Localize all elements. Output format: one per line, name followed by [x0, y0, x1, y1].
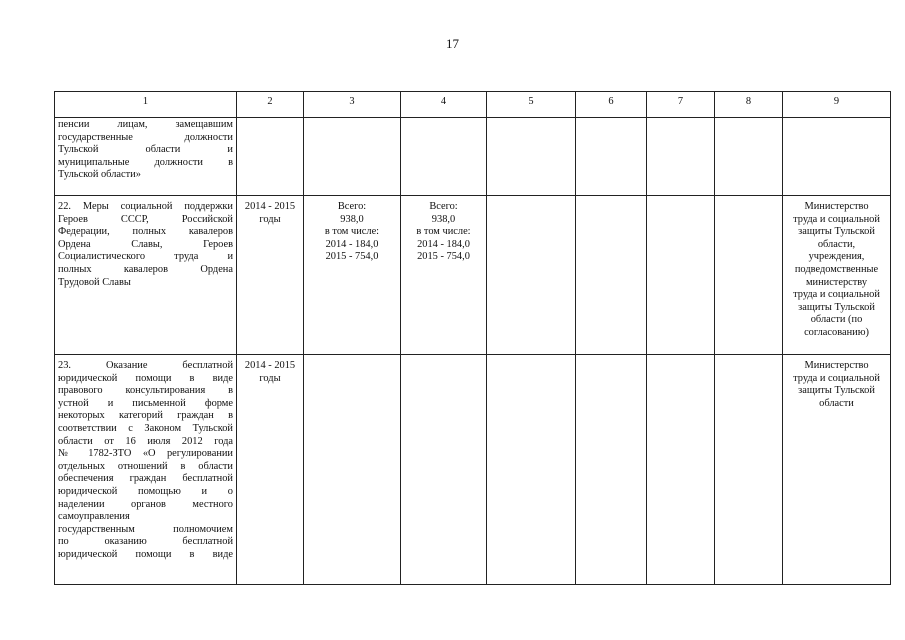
cell-line: в том числе: — [416, 226, 471, 238]
column-header: 7 — [647, 92, 715, 118]
cell-line: министерству — [805, 276, 868, 288]
cell-line: № 1782-ЗТО «О регулировании — [58, 448, 233, 460]
empty-cell — [647, 355, 715, 585]
cell-line: области от 16 июля 2012 года — [58, 435, 233, 447]
cell-line: Тульской области» — [58, 169, 141, 181]
empty-cell — [487, 196, 576, 355]
cell-line: 22. Меры социальной поддержки — [58, 201, 233, 212]
measure-description-cell — [55, 355, 237, 585]
funding-budget-cell — [401, 355, 487, 585]
page-number: 17 — [446, 36, 459, 51]
cell-line: пенсии лицам, замещавшим — [58, 119, 233, 130]
empty-cell — [576, 196, 647, 355]
cell-line: обеспечения граждан бесплатной — [58, 473, 233, 485]
cell-line: Социалистического труда и — [58, 251, 233, 263]
cell-line: Министерство — [804, 201, 869, 212]
empty-cell — [647, 196, 715, 355]
cell-line: области, — [817, 238, 856, 250]
cell-line: труда и социальной — [793, 372, 880, 384]
period-cell — [237, 355, 304, 585]
cell-line: учреждения, — [808, 251, 865, 263]
cell-line: Героев СССР, Российской — [58, 213, 233, 225]
cell-line: годы — [259, 372, 281, 384]
empty-cell — [576, 355, 647, 585]
period-cell — [237, 118, 304, 196]
column-header: 8 — [715, 92, 783, 118]
column-header: 5 — [487, 92, 576, 118]
cell-line: государственные должности — [58, 131, 233, 143]
cell-line: юридической помощи в виде — [58, 372, 233, 384]
cell-line: 938,0 — [431, 213, 456, 225]
table-row — [55, 118, 891, 196]
cell-line: защиты Тульской — [798, 385, 875, 397]
cell-line: защиты Тульской — [798, 226, 875, 238]
column-header: 4 — [401, 92, 487, 118]
responsible-cell — [783, 355, 891, 585]
funding-total-cell — [304, 355, 401, 585]
responsible-cell — [783, 196, 891, 355]
cell-line: юридической помощи в виде — [58, 548, 233, 560]
cell-line: Федерации, полных кавалеров — [58, 226, 233, 238]
empty-cell — [715, 118, 783, 196]
cell-line: Всего: — [337, 201, 367, 212]
cell-line: 2015 - 754,0 — [417, 251, 470, 263]
measure-description-cell — [55, 118, 237, 196]
funding-total-cell — [304, 196, 401, 355]
cell-line: некоторых категорий граждан в — [58, 410, 233, 422]
period-cell — [237, 196, 304, 355]
cell-line: правового консультирования в — [58, 385, 233, 397]
cell-line: в том числе: — [324, 226, 380, 238]
measures-table — [54, 91, 891, 585]
cell-line: Тульской области и — [58, 144, 233, 156]
cell-line: согласованию) — [804, 326, 869, 338]
cell-line: устной и письменной форме — [58, 397, 233, 409]
column-header: 3 — [304, 92, 401, 118]
cell-line: отдельных отношений в области — [58, 460, 233, 472]
cell-line: муниципальные должности в — [58, 156, 233, 168]
funding-budget-cell — [401, 196, 487, 355]
table-row — [55, 355, 891, 585]
header-row — [55, 92, 891, 118]
cell-line: 2014 - 2015 — [244, 201, 296, 212]
cell-line: полных кавалеров Ордена — [58, 263, 233, 275]
cell-line: Трудовой Славы — [58, 276, 131, 288]
column-header: 6 — [576, 92, 647, 118]
cell-line: труда и социальной — [793, 289, 880, 301]
cell-line: 2014 - 184,0 — [417, 238, 470, 250]
cell-line: по оказанию бесплатной — [58, 536, 233, 548]
funding-budget-cell — [401, 118, 487, 196]
responsible-cell — [783, 118, 891, 196]
cell-line: государственным полномочием — [58, 523, 233, 535]
empty-cell — [487, 355, 576, 585]
cell-line: соответствии с Законом Тульской — [58, 422, 233, 434]
measure-description-cell — [55, 196, 237, 355]
funding-total-cell — [304, 118, 401, 196]
empty-cell — [715, 355, 783, 585]
cell-line: наделении органов местного — [58, 498, 233, 510]
empty-cell — [715, 196, 783, 355]
cell-line: Министерство — [804, 360, 869, 371]
cell-line: 2015 - 754,0 — [325, 251, 379, 263]
empty-cell — [576, 118, 647, 196]
cell-line: юридической помощью и о — [58, 485, 233, 497]
column-header: 2 — [237, 92, 304, 118]
cell-line: 2014 - 184,0 — [325, 238, 379, 250]
cell-line: области — [819, 397, 854, 409]
cell-line: годы — [259, 213, 281, 225]
cell-line: области (по — [810, 314, 863, 326]
cell-line: 2014 - 2015 — [244, 360, 296, 371]
cell-line: 23. Оказание бесплатной — [58, 360, 233, 371]
column-header: 1 — [55, 92, 237, 118]
empty-cell — [487, 118, 576, 196]
cell-line: защиты Тульской — [798, 301, 875, 313]
cell-line: подведомственные — [794, 263, 879, 275]
cell-line: труда и социальной — [793, 213, 880, 225]
cell-line: 938,0 — [340, 213, 364, 225]
table-row — [55, 196, 891, 355]
column-header: 9 — [783, 92, 891, 118]
cell-line: Ордена Славы, Героев — [58, 238, 233, 250]
cell-line: самоуправления — [58, 511, 130, 523]
empty-cell — [647, 118, 715, 196]
cell-line: Всего: — [429, 201, 458, 212]
